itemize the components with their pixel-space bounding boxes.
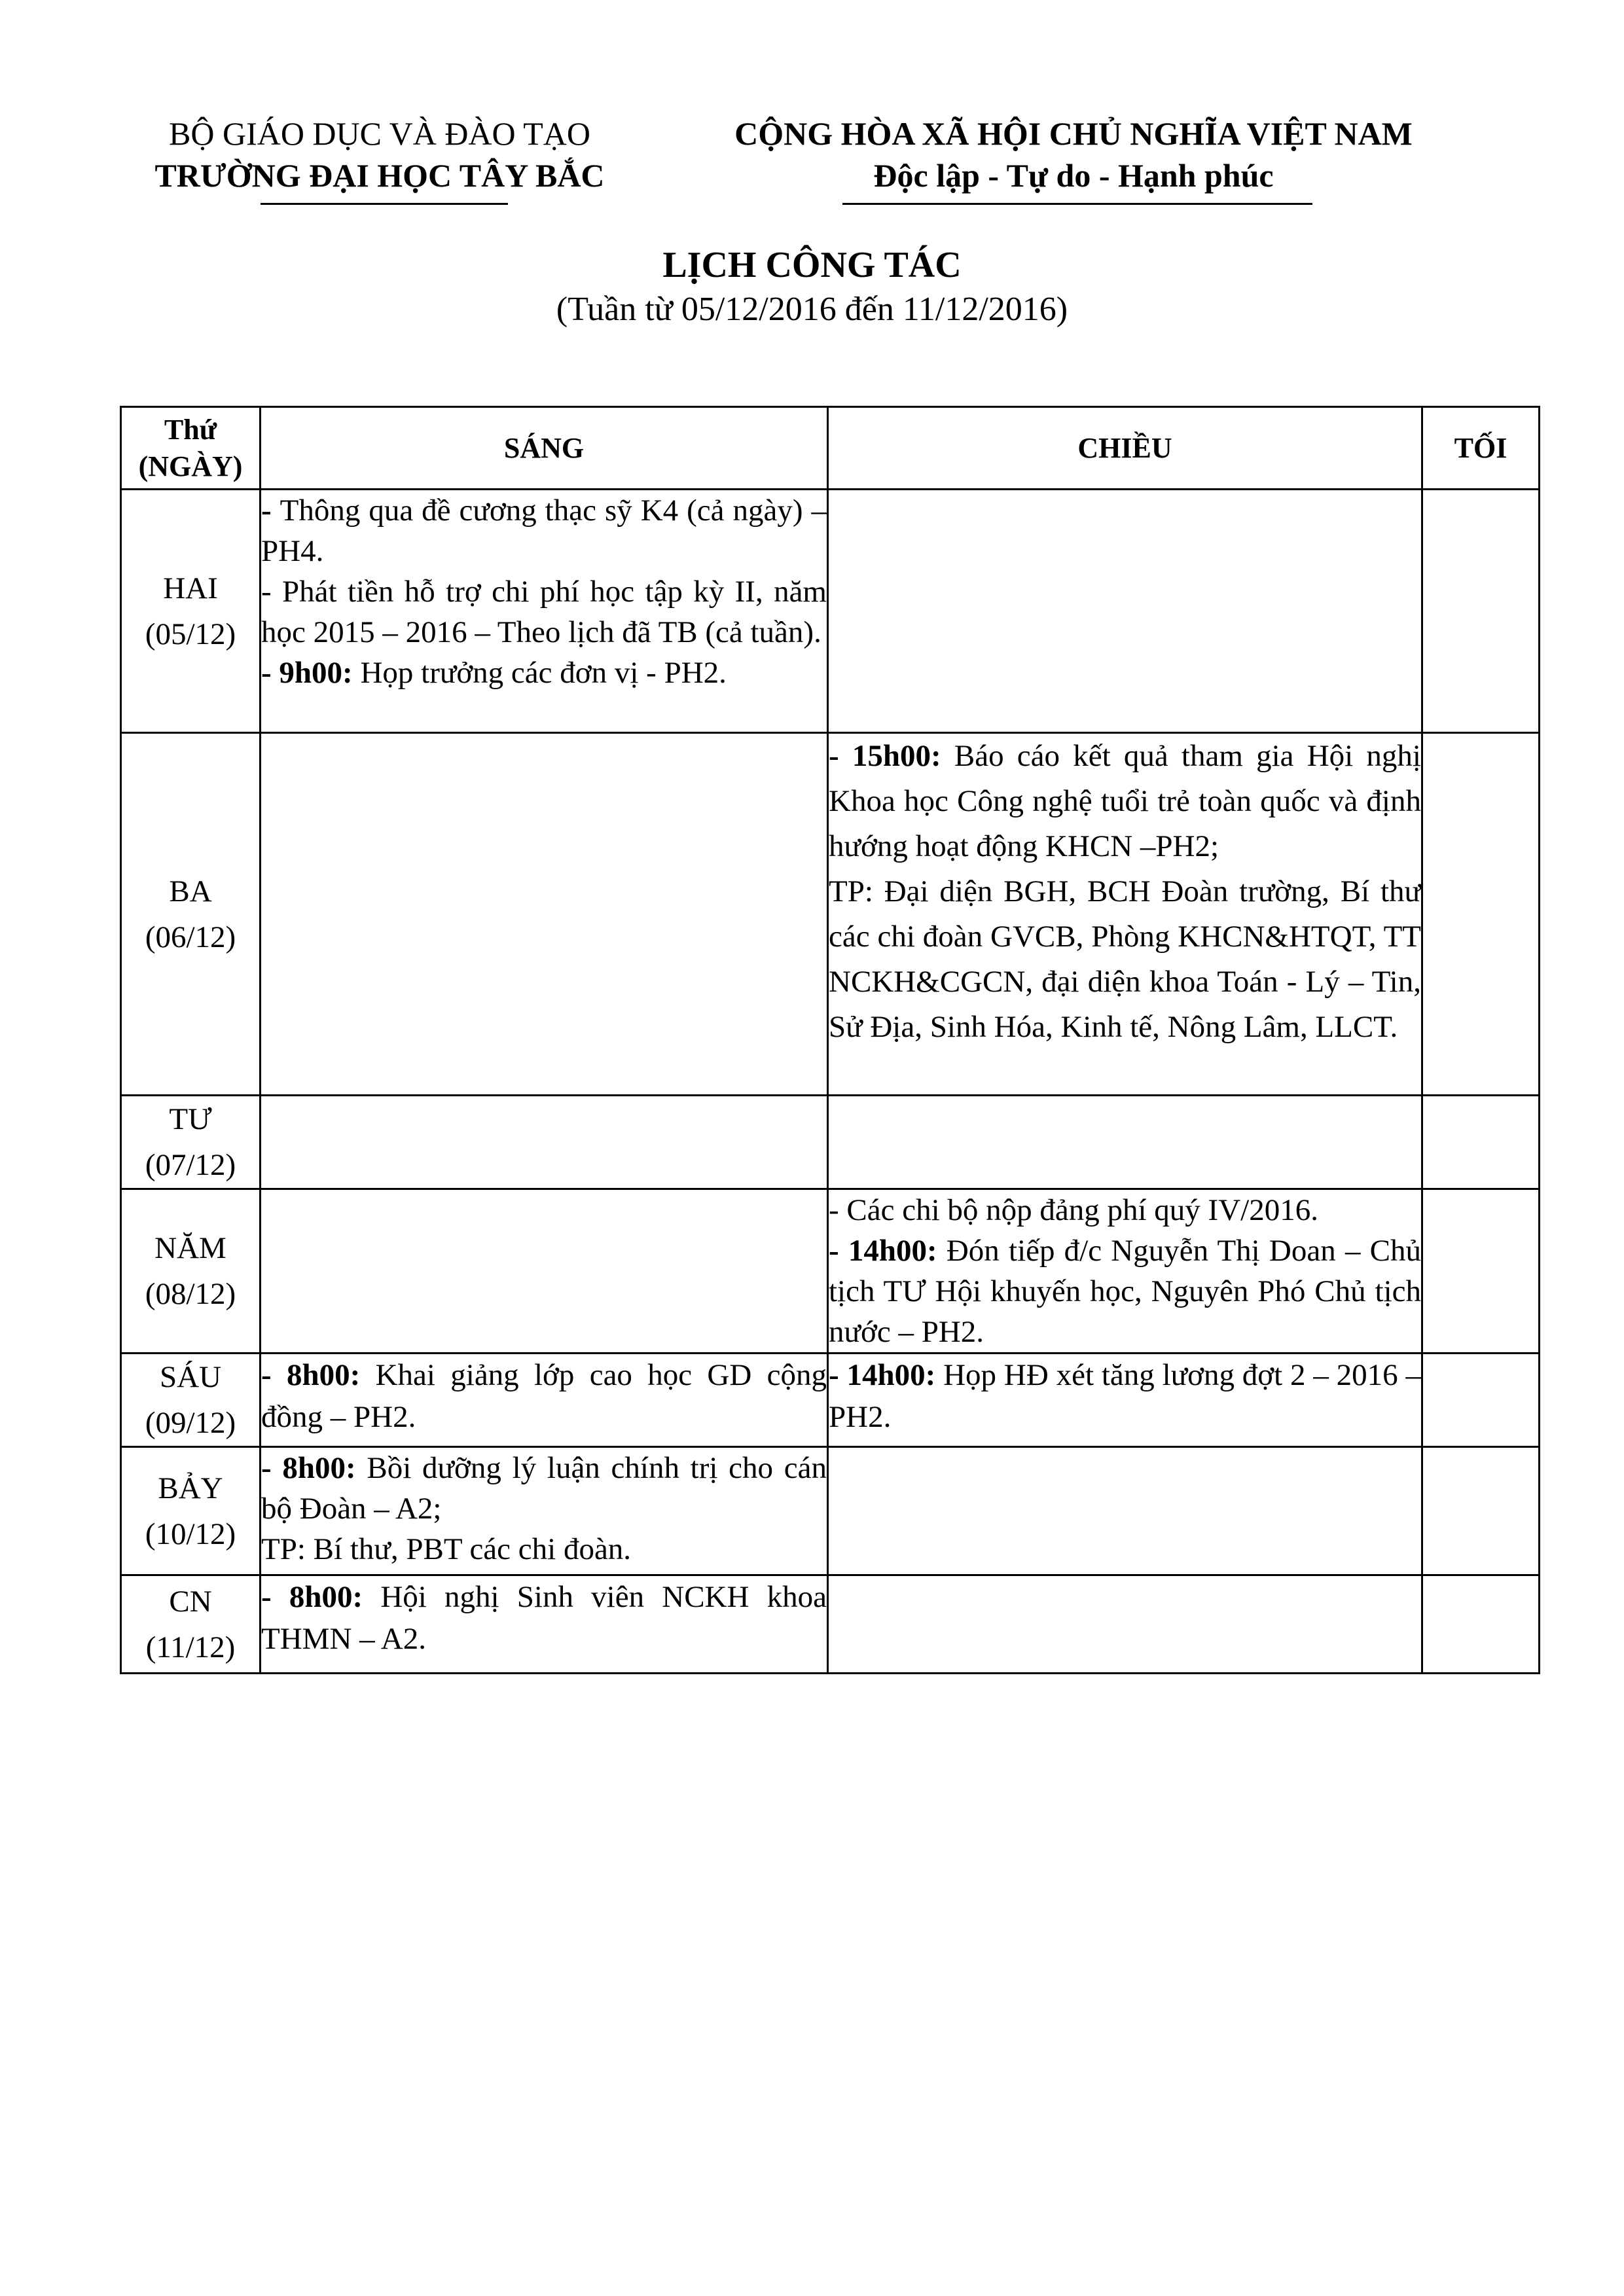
entry-text: Họp HĐ xét tăng lương đợt 2 – 2016 – PH2. xyxy=(829,1358,1421,1434)
entry-text: Bồi dưỡng lý luận chính trị cho cán bộ Đoàn – A2; xyxy=(261,1451,827,1526)
entry-text: TP: Bí thư, PBT các chi đoàn. xyxy=(261,1532,632,1566)
document-title: LỊCH CÔNG TÁC xyxy=(662,245,962,285)
entry-text: Họp trưởng các đơn vị - PH2. xyxy=(352,656,727,690)
day-cell xyxy=(121,1189,261,1354)
day-date: (09/12) xyxy=(145,1406,236,1440)
afternoon-cell xyxy=(828,1096,1422,1189)
university-name: TRƯỜNG ĐẠI HỌC TÂY BẮC xyxy=(154,157,605,194)
table-row xyxy=(121,1189,1540,1354)
table-row xyxy=(121,490,1540,733)
document-subtitle: (Tuần từ 05/12/2016 đến 11/12/2016) xyxy=(556,291,1068,328)
schedule-entry xyxy=(829,869,1421,1050)
evening-cell xyxy=(1422,1354,1540,1447)
entry-text: TP: Đại diện BGH, BCH Đoàn trường, Bí thư các chi đoàn GVCB, Phòng KHCN&HTQT, TT NCKH&CGCN, đại diện khoa Toán - Lý – Tin, Sử Địa, Sinh Hóa, Kinh tế, Nông Lâm, LLCT. xyxy=(829,874,1421,1044)
header-evening: TỐI xyxy=(1422,407,1540,490)
afternoon-cell xyxy=(828,1575,1422,1674)
day-name: SÁU xyxy=(159,1360,222,1394)
afternoon-cell xyxy=(828,733,1422,1096)
day-cell xyxy=(121,490,261,733)
day-date: (08/12) xyxy=(145,1277,236,1311)
schedule-entry xyxy=(829,1230,1421,1352)
entry-time: - xyxy=(261,493,280,528)
table-row xyxy=(121,733,1540,1096)
morning-cell xyxy=(261,1575,828,1674)
right-underline xyxy=(842,203,1312,205)
entry-time: - 14h00: xyxy=(829,1358,936,1392)
evening-cell xyxy=(1422,1096,1540,1189)
header-afternoon: CHIỀU xyxy=(828,407,1422,490)
morning-cell xyxy=(261,1189,828,1354)
entry-time: - 8h00: xyxy=(261,1580,363,1614)
evening-cell xyxy=(1422,1447,1540,1575)
day-cell xyxy=(121,1575,261,1674)
day-cell xyxy=(121,1354,261,1447)
afternoon-cell xyxy=(828,1354,1422,1447)
table-row xyxy=(121,1447,1540,1575)
afternoon-cell xyxy=(828,1447,1422,1575)
table-row xyxy=(121,1575,1540,1674)
left-underline xyxy=(261,203,508,205)
schedule-entry xyxy=(261,1448,827,1529)
morning-cell xyxy=(261,733,828,1096)
day-name: HAI xyxy=(163,571,218,605)
entry-text: - Các chi bộ nộp đảng phí quý IV/2016. xyxy=(829,1193,1318,1227)
entry-text: Thông qua đề cương thạc sỹ K4 (cả ngày) – PH4. xyxy=(261,493,827,568)
schedule-body xyxy=(121,490,1540,1674)
day-name: TƯ xyxy=(169,1102,212,1136)
schedule-entry xyxy=(261,1354,827,1438)
day-name: BẢY xyxy=(158,1471,223,1505)
schedule-table xyxy=(120,406,1540,1674)
evening-cell xyxy=(1422,1189,1540,1354)
evening-cell xyxy=(1422,733,1540,1096)
entry-text: Khai giảng lớp cao học GD cộng đồng – PH2. xyxy=(261,1358,827,1434)
day-date: (11/12) xyxy=(145,1630,236,1664)
entry-time: - 9h00: xyxy=(261,656,353,690)
schedule-entry xyxy=(261,571,827,653)
ministry-name: BỘ GIÁO DỤC VÀ ĐÀO TẠO xyxy=(169,115,590,152)
table-row xyxy=(121,1096,1540,1189)
day-cell xyxy=(121,1096,261,1189)
schedule-entry xyxy=(829,734,1421,869)
national-header xyxy=(681,113,1466,196)
ministry-header xyxy=(124,113,635,196)
national-motto: Độc lập - Tự do - Hạnh phúc xyxy=(873,157,1274,194)
entry-text: - Phát tiền hỗ trợ chi phí học tập kỳ II, năm học 2015 – 2016 – Theo lịch đã TB (cả tuần). xyxy=(261,575,827,649)
day-cell xyxy=(121,733,261,1096)
schedule-entry xyxy=(261,1529,827,1570)
afternoon-cell xyxy=(828,490,1422,733)
schedule-entry xyxy=(829,1190,1421,1230)
evening-cell xyxy=(1422,490,1540,733)
day-date: (05/12) xyxy=(145,617,236,651)
header-day xyxy=(121,407,261,490)
day-date: (07/12) xyxy=(145,1148,236,1182)
entry-time: - 8h00: xyxy=(261,1451,356,1485)
header-morning: SÁNG xyxy=(261,407,828,490)
afternoon-cell xyxy=(828,1189,1422,1354)
entry-time: - 8h00: xyxy=(261,1358,361,1392)
morning-cell xyxy=(261,490,828,733)
morning-cell xyxy=(261,1447,828,1575)
evening-cell xyxy=(1422,1575,1540,1674)
header-day-label: Thứ xyxy=(164,413,217,446)
table-header-row xyxy=(121,407,1540,490)
day-date: (06/12) xyxy=(145,920,236,954)
day-name: NĂM xyxy=(154,1231,226,1265)
header-day-sublabel: (NGÀY) xyxy=(138,450,243,482)
national-name: CỘNG HÒA XÃ HỘI CHỦ NGHĨA VIỆT NAM xyxy=(734,115,1413,152)
morning-cell xyxy=(261,1096,828,1189)
entry-text: Hội nghị Sinh viên NCKH khoa THMN – A2. xyxy=(261,1580,827,1656)
schedule-entry xyxy=(261,1576,827,1660)
day-cell xyxy=(121,1447,261,1575)
morning-cell xyxy=(261,1354,828,1447)
day-name: CN xyxy=(169,1584,212,1619)
entry-time: - 14h00: xyxy=(829,1234,937,1268)
day-name: BA xyxy=(169,874,212,908)
entry-text: Báo cáo kết quả tham gia Hội nghị Khoa học Công nghệ tuổi trẻ toàn quốc và định hướng hoạt động KHCN –PH2; xyxy=(829,739,1421,863)
schedule-entry xyxy=(261,653,827,693)
schedule-entry xyxy=(261,490,827,571)
entry-time: - 15h00: xyxy=(829,739,941,773)
day-date: (10/12) xyxy=(145,1516,236,1551)
entry-text: Đón tiếp đ/c Nguyễn Thị Doan – Chủ tịch TƯ Hội khuyến học, Nguyên Phó Chủ tịch nước – PH2. xyxy=(829,1234,1421,1349)
table-row xyxy=(121,1354,1540,1447)
schedule-entry xyxy=(829,1354,1421,1438)
